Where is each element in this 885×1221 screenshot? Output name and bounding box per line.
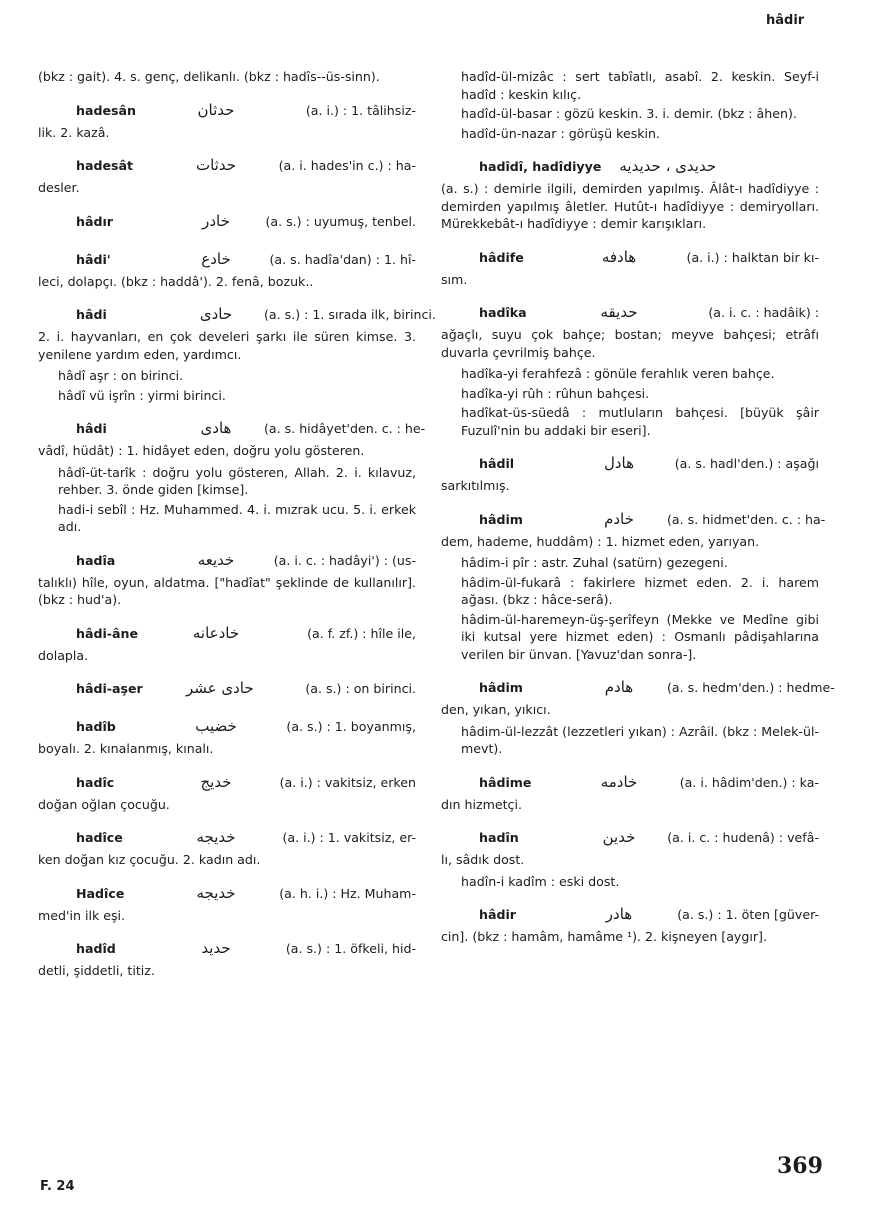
definition-continuation: boyalı. 2. kınalanmış, kınalı.: [38, 741, 214, 756]
headword: hâdil: [479, 456, 515, 472]
dictionary-entry: [38, 247, 416, 291]
arabic-script: حديقه: [600, 303, 638, 322]
entry-head-line: [38, 936, 416, 962]
definition-start: (a. i. c. : hadâyi') : (us-: [273, 552, 416, 568]
headword: hâdim: [479, 511, 523, 527]
dictionary-entry: [38, 153, 416, 197]
definition-continuation: ken doğan kız çocuğu. 2. kadın adı.: [38, 852, 261, 867]
definition-continuation: leci, dolapçı. (bkz : haddâ'). 2. fenâ, bozuk..: [38, 273, 314, 289]
definition-start: (a. i.) : vakitsiz, erken: [279, 774, 416, 790]
definition-start: (a. i.) : halktan bir kı-: [686, 249, 819, 265]
arabic-script: حدثان: [197, 100, 235, 119]
definition-continuation: vâdî, hüdât) : 1. hidâyet eden, doğru yolu gösteren.: [38, 443, 365, 458]
dictionary-entry: [38, 621, 416, 665]
headword: hâdi-aşer: [76, 681, 143, 697]
definition-continuation: den, yıkan, yıkıcı.: [441, 702, 551, 717]
entry-head-line: [441, 154, 819, 180]
running-head: hâdir: [766, 13, 805, 28]
dictionary-entry: [38, 416, 426, 460]
definition-start: (a. s.) : 1. öten [güver-: [677, 907, 819, 923]
headword: hadîd: [76, 941, 116, 957]
entry-head-line: [441, 825, 819, 851]
definition-continuation: dolapla.: [38, 647, 89, 663]
arabic-script: حديدى ، حديديه: [619, 157, 717, 176]
sub-entry: hadîn-i kadîm : eski dost.: [461, 873, 620, 889]
headword: hâdime: [479, 774, 532, 790]
continued-text: (bkz : gait). 4. s. genç, delikanlı. (bkz : hadîs--üs-sinn).: [38, 69, 380, 84]
entry-head-line: [441, 451, 819, 477]
headword: hâdife: [479, 249, 524, 265]
definition-continuation: ağaçlı, suyu çok bahçe; bostan; meyve bahçesi; etrâfı duvarla çevrilmiş bahçe.: [441, 327, 819, 360]
entry-head-line: [38, 302, 436, 328]
headword: hadîdî, hadîdiyye: [479, 159, 602, 175]
dictionary-entry: [441, 902, 819, 946]
signature-mark: F. 24: [40, 1179, 75, 1194]
arabic-script: هادفه: [601, 247, 637, 266]
sub-entry: hadîkat-üs-süedâ : mutluların bahçesi. [büyük şâir Fuzulî'nin bu addaki bir eseri].: [461, 405, 819, 438]
dictionary-entry: [441, 507, 826, 551]
dictionary-entry: [38, 676, 416, 702]
entry-head-line: [441, 245, 819, 271]
arabic-script: خديج: [200, 772, 232, 791]
entry-head-line: [441, 770, 819, 796]
definition-start: (a. s. hadl'den.) : aşağı: [674, 456, 819, 472]
definition-continuation: cin]. (bkz : hamâm, hamâme ¹). 2. kişneyen [aygır].: [441, 929, 767, 944]
definition-start: (a. s.) : 1. sırada ilk, birinci.: [264, 307, 436, 323]
headword: hâdi': [76, 251, 111, 267]
definition-start: (a. s.) : uyumuş, tenbel.: [265, 213, 416, 229]
entry-head-line: [38, 825, 416, 851]
dictionary-entry: [38, 98, 416, 142]
entry-head-line: [38, 153, 416, 179]
definition-continuation: desler.: [38, 180, 80, 195]
right-column: [441, 68, 835, 950]
arabic-script: خادم: [604, 509, 634, 528]
arabic-script: حدثات: [195, 156, 236, 175]
headword: hâdi-âne: [76, 625, 139, 641]
entry-head-line: [441, 300, 819, 326]
headword: hâdir: [479, 907, 517, 923]
definition-start: (a. i.) : 1. tâlihsiz-: [305, 102, 416, 118]
dictionary-entry: [441, 300, 819, 361]
headword: hâdi: [76, 421, 107, 437]
headword: hadîc: [76, 774, 115, 790]
headword: hadîce: [76, 830, 123, 846]
definition-continuation: 2. i. hayvanları, en çok develeri şarkı ile süren kimse. 3. yenilene yardım eden, yardımcı.: [38, 329, 416, 362]
entry-head-line: [441, 507, 826, 533]
dictionary-entry: [38, 825, 416, 869]
dictionary-entry: [38, 881, 416, 925]
definition-start: (a. i. hâdim'den.) : ka-: [679, 774, 819, 790]
dictionary-entry: [441, 675, 835, 719]
arabic-script: خادمه: [600, 772, 638, 791]
left-column: [38, 68, 436, 984]
sub-entry: hâdî aşr : on birinci.: [58, 368, 184, 383]
dictionary-entry: [441, 825, 819, 869]
dictionary-entry: [441, 154, 819, 233]
arabic-script: هادر: [605, 905, 633, 924]
dictionary-entry: [38, 770, 416, 814]
entry-head-line: [38, 676, 416, 702]
arabic-script: خضيب: [195, 717, 237, 736]
arabic-script: حديد: [201, 939, 231, 958]
definition-start: (a. s. hedm'den.) : hedme-: [667, 680, 835, 696]
entry-head-line: [441, 675, 835, 701]
dictionary-entry: [38, 209, 416, 235]
entry-head-line: [38, 98, 416, 124]
arabic-script: خدين: [602, 828, 636, 847]
definition-continuation: talıklı) hîle, oyun, aldatma. ["hadîat" şeklinde de kullanılır]. (bkz : hud'a).: [38, 574, 416, 607]
definition-start: (a. s.) : on birinci.: [305, 681, 416, 697]
arabic-script: خادعانه: [192, 623, 240, 642]
headword: hâdır: [76, 213, 114, 229]
sub-entry: hadîd-ün-nazar : görüşü keskin.: [461, 125, 661, 141]
dictionary-entry: [441, 245, 819, 289]
arabic-script: خادر: [202, 211, 230, 230]
sub-entry: hadîd-ül-mizâc : sert tabîatlı, asabî. 2. keskin. Seyf-i hadîd : keskin kılıç.: [461, 69, 819, 102]
dictionary-entry: [38, 548, 416, 609]
arabic-script: خديعه: [197, 550, 235, 569]
sub-entry: hâdî-üt-tarîk : doğru yolu gösteren, Allah. 2. i. kılavuz, rehber. 3. önde giden [kimse].: [58, 464, 416, 497]
sub-entry: hadîd-ül-basar : gözü keskin. 3. i. demir. (bkz : âhen).: [461, 106, 797, 121]
headword: hâdi: [76, 307, 107, 323]
definition-continuation: detli, şiddetli, titiz.: [38, 963, 155, 978]
entry-head-line: [38, 247, 416, 273]
definition-start: (a. i. c. : hadâik) :: [708, 305, 819, 321]
headword: hâdim: [479, 680, 523, 696]
definition-start: (a. s. hidmet'den. c. : ha-: [667, 511, 826, 527]
definition-start: (a. s.) : 1. boyanmış,: [286, 719, 416, 735]
entry-head-line: [38, 621, 416, 647]
definition-continuation: lı, sâdık dost.: [441, 852, 525, 867]
definition-start: (a. i. hades'in c.) : ha-: [278, 158, 416, 174]
sub-entry: hâdim-ül-fukarâ : fakirlere hizmet eden. 2. i. harem ağası. (bkz : hâce-serâ).: [461, 574, 819, 607]
definition-continuation: lik. 2. kazâ.: [38, 124, 110, 140]
headword: hadîka: [479, 305, 527, 321]
dictionary-entry: [441, 770, 819, 814]
entry-head-line: [38, 714, 416, 740]
arabic-script: خادع: [201, 249, 231, 268]
definition-start: (a. s. hidâyet'den. c. : he-: [264, 421, 426, 437]
definition-start: (a. i. c. : hudenâ) : vefâ-: [667, 830, 819, 846]
entry-head-line: [441, 902, 819, 928]
headword: hadîb: [76, 719, 116, 735]
definition-continuation: sım.: [441, 271, 468, 287]
sub-entry: hadîka-yi rûh : rûhun bahçesi.: [461, 385, 650, 401]
dictionary-entry: [441, 451, 819, 495]
arabic-script: هادم: [604, 678, 634, 697]
definition-start: (a. f. zf.) : hîle ile,: [307, 625, 416, 641]
entry-head-line: [38, 416, 426, 442]
dictionary-entry: [38, 302, 436, 363]
definition-continuation: dın hizmetçi.: [441, 796, 522, 812]
headword: hadîa: [76, 552, 116, 568]
sub-entry: hâdim-ül-haremeyn-üş-şerîfeyn (Mekke ve Medîne gibi iki kutsal yere hizmet eden) : Osmanlı pâdişahlarına verilen bir ünvan. [Yavuz'dan sonra-].: [461, 611, 819, 662]
headword: hadîn: [479, 830, 519, 846]
sub-entry: hâdim-i pîr : astr. Zuhal (satürn) gezegeni.: [461, 555, 728, 570]
definition-start: (a. i.) : 1. vakitsiz, er-: [282, 830, 416, 846]
arabic-script: حادى عشر: [186, 679, 254, 698]
definition-start: (a. h. i.) : Hz. Muham-: [279, 885, 416, 901]
arabic-script: هادل: [603, 454, 635, 473]
page-number: 369: [777, 1153, 823, 1179]
arabic-script: حادى: [199, 305, 233, 324]
arabic-script: هادى: [200, 419, 232, 438]
headword: hadesân: [76, 102, 136, 118]
entry-head-line: [38, 209, 416, 235]
entry-head-line: [38, 770, 416, 796]
sub-entry: hâdim-ül-lezzât (lezzetleri yıkan) : Azrâil. (bkz : Melek-ül-mevt).: [461, 723, 819, 756]
definition-start: (a. s.) : 1. öfkeli, hid-: [285, 941, 416, 957]
definition-start: (a. s. hadîa'dan) : 1. hî-: [269, 251, 416, 267]
sub-entry: hâdî vü işrîn : yirmi birinci.: [58, 387, 226, 403]
dictionary-entry: [38, 936, 416, 980]
entry-head-line: [38, 548, 416, 574]
definition-continuation: sarkıtılmış.: [441, 478, 510, 493]
sub-entry: hadi-i sebîl : Hz. Muhammed. 4. i. mızrak ucu. 5. i. erkek adı.: [58, 501, 416, 534]
definition-continuation: dem, hademe, huddâm) : 1. hizmet eden, yarıyan.: [441, 533, 760, 549]
entry-head-line: [38, 881, 416, 907]
definition-continuation: med'in ilk eşi.: [38, 907, 126, 923]
dictionary-entry: [38, 714, 416, 758]
arabic-script: خديجه: [196, 883, 236, 902]
definition-continuation: doğan oğlan çocuğu.: [38, 796, 170, 812]
headword: hadesât: [76, 158, 134, 174]
sub-entry: hadîka-yi ferahfezâ : gönüle ferahlık veren bahçe.: [461, 366, 775, 381]
definition-continuation: (a. s.) : demirle ilgili, demirden yapılmış. Âlât-ı hadîdiyye : demirden yapılmış âletler. Hutût-ı hadîdiyye : demiryolları. Mürekkebât-ı hadîdiyye : demir karışıkları.: [441, 181, 819, 231]
headword: Hadîce: [76, 885, 125, 901]
arabic-script: خديجه: [196, 828, 236, 847]
